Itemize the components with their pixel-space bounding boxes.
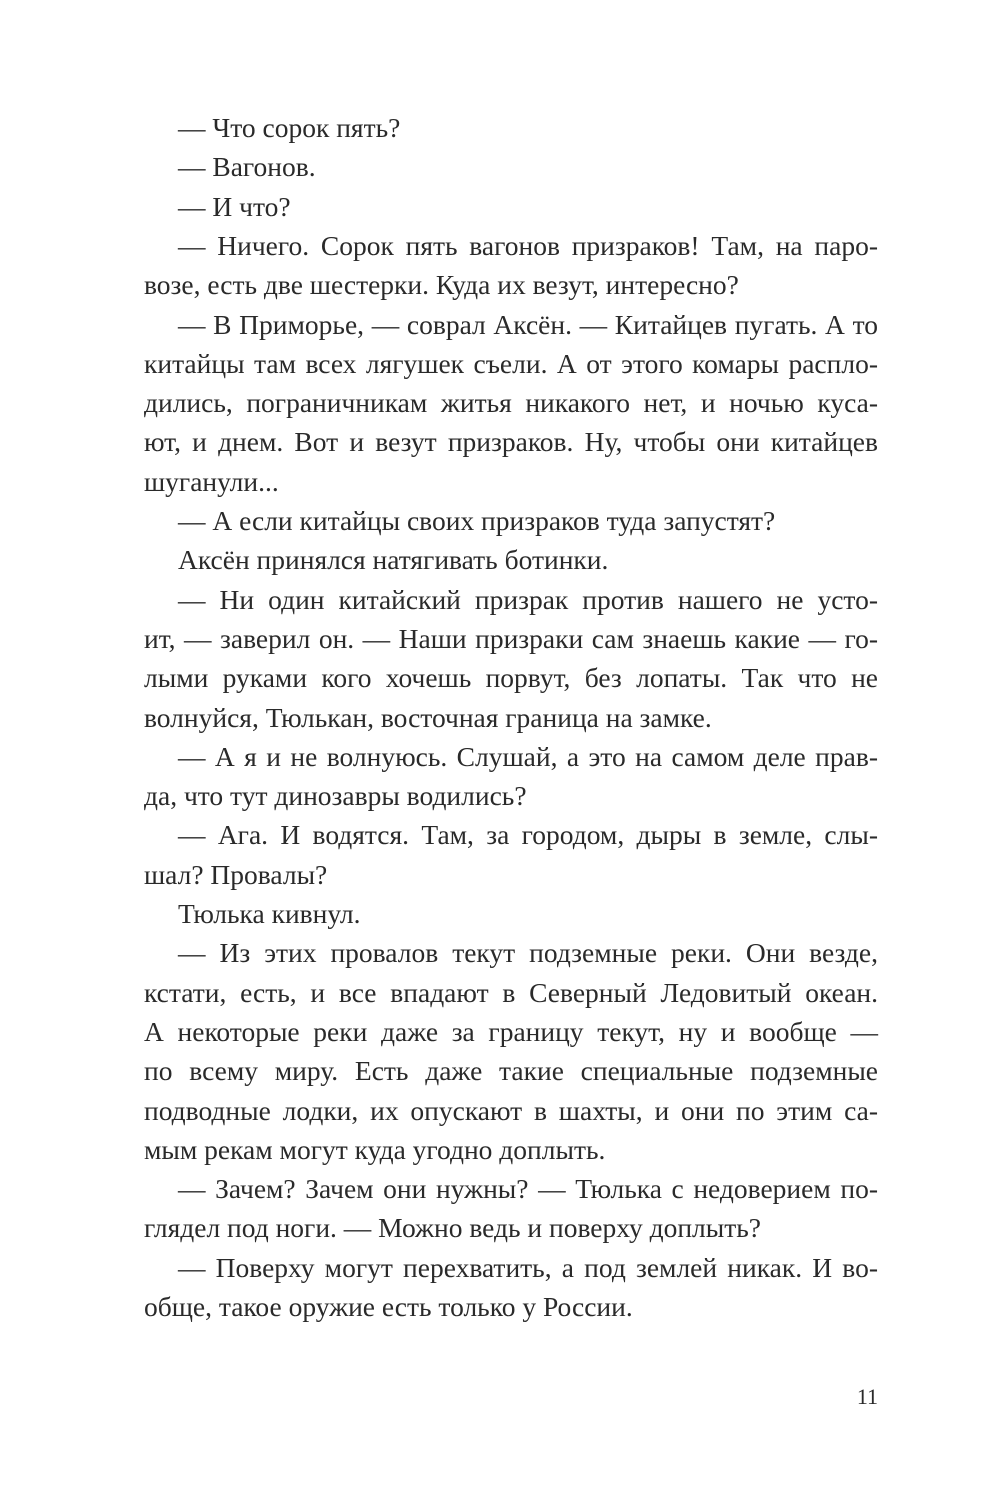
text-line: — А я и не волнуюсь. Слушай, а это на самом деле прав-	[178, 740, 878, 772]
text-line: лыми руками кого хочешь порвут, без лопаты. Так что не	[144, 662, 878, 694]
text-line: — Из этих провалов текут подземные реки. Они везде,	[178, 937, 878, 969]
text-line: волнуйся, Тюлькан, восточная граница на замке.	[144, 701, 712, 733]
text-line: глядел под ноги. — Можно ведь и поверху доплыть?	[144, 1212, 762, 1244]
text-line: — Ничего. Сорок пять вагонов призраков! Там, на паро-	[178, 229, 878, 261]
text-line: — Ни один китайский призрак против нашего не усто-	[178, 583, 878, 615]
text-line: подводные лодки, их опускают в шахты, и они по этим са-	[144, 1094, 878, 1126]
text-line: мым рекам могут куда угодно доплыть.	[144, 1133, 606, 1165]
text-line: шал? Провалы?	[144, 858, 328, 890]
text-line: А некоторые реки даже за границу текут, ну и вообще —	[144, 1015, 878, 1047]
text-line: Аксён принялся натягивать ботинки.	[178, 544, 609, 576]
text-line: Тюлька кивнул.	[178, 898, 361, 929]
text-line: дились, пограничникам житья никакого нет, и ночью куса-	[144, 387, 878, 419]
page-number: 11	[856, 1384, 878, 1409]
text-line: шуганули...	[144, 465, 279, 497]
text-line: по всему миру. Есть даже такие специальные подземные	[144, 1055, 878, 1087]
text-line: — И что?	[178, 190, 291, 222]
text-line: кстати, есть, и все впадают в Северный Ледовитый океан.	[144, 976, 878, 1008]
text-line: ют, и днем. Вот и везут призраков. Ну, чтобы они китайцев	[144, 426, 878, 458]
text-line: — Вагонов.	[178, 151, 316, 183]
text-line: — Что сорок пять?	[178, 112, 401, 143]
text-line: — В Приморье, — соврал Аксён. — Китайцев пугать. А то	[178, 308, 878, 340]
text-line: ит, — заверил он. — Наши призраки сам знаешь какие — го-	[144, 622, 878, 654]
text-line: возе, есть две шестерки. Куда их везут, интересно?	[144, 269, 739, 301]
text-line: — Поверху могут перехватить, а под землей никак. И во-	[178, 1251, 878, 1283]
text-line: да, что тут динозавры водились?	[144, 780, 527, 812]
text-line: обще, такое оружие есть только у России.	[144, 1291, 633, 1322]
text-line: — Ага. И водятся. Там, за городом, дыры в земле, слы-	[178, 819, 878, 851]
text-line: — А если китайцы своих призраков туда запустят?	[178, 505, 776, 536]
text-line: китайцы там всех лягушек съели. А от этого комары распло-	[144, 347, 878, 379]
text-line: — Зачем? Зачем они нужны? — Тюлька с недоверием по-	[178, 1173, 878, 1205]
